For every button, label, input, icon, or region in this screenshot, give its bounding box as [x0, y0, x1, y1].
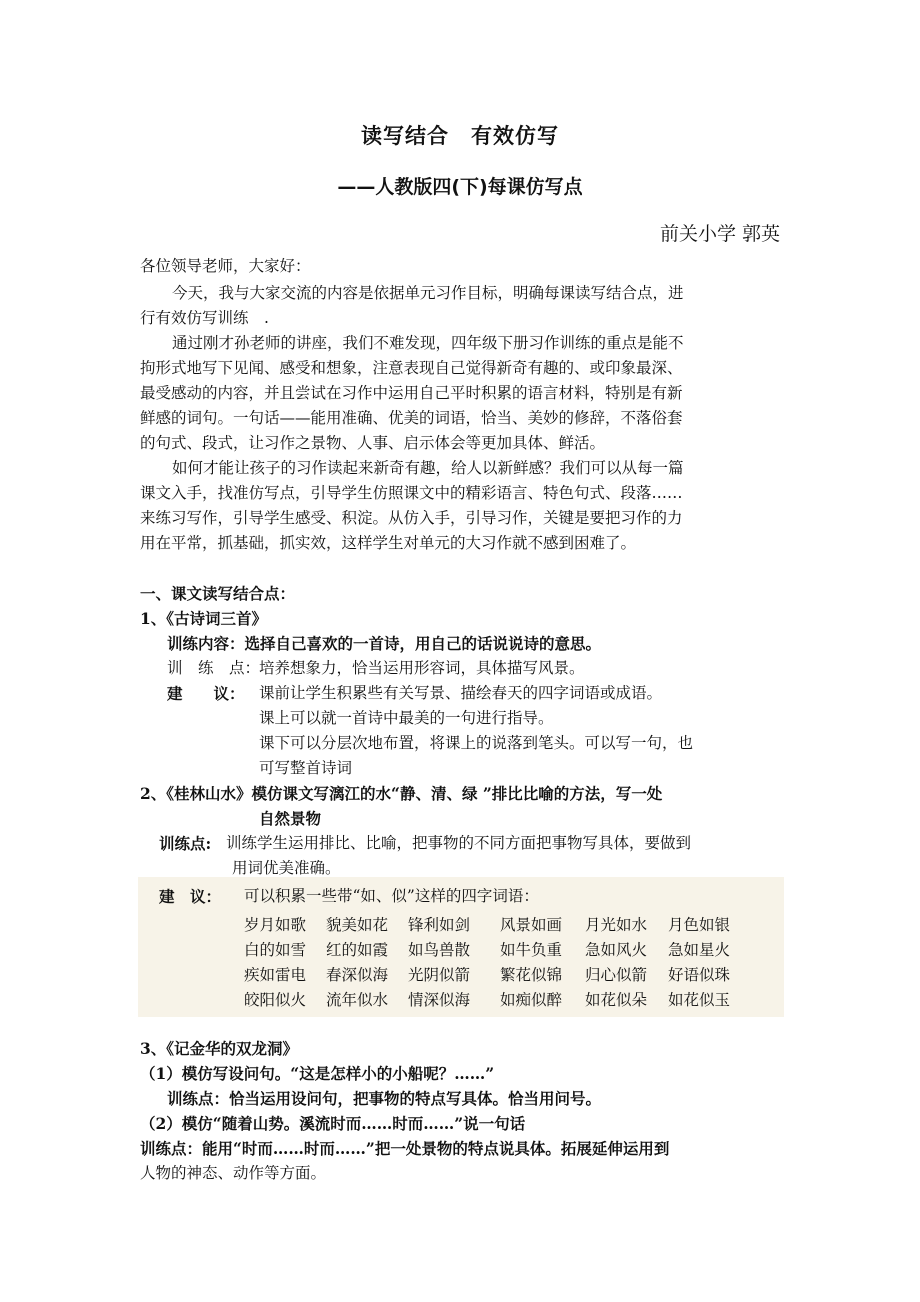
item2-title-line: 2、《桂林山水》模仿课文写漓江的水“静、清、绿 ”排比比喻的方法，写一处 — [140, 784, 663, 803]
word-cell: 疾如雷电 — [244, 966, 307, 984]
word-cell: 好语似珠 — [668, 966, 731, 984]
item2-point-line: 训练学生运用排比、比喻，把事物的不同方面把事物写具体，要做到 — [226, 834, 692, 852]
item3-sub2-point-line: 训练点：能用“时而……时而……”把一处景物的特点说具体。拓展延伸运用到 — [140, 1139, 670, 1158]
word-cell: 锋利如剑 — [408, 916, 471, 934]
word-cell: 急如星火 — [668, 941, 731, 959]
greeting: 各位领导老师，大家好： — [140, 257, 311, 275]
page-subtitle: ——人教版四(下)每课仿写点 — [337, 176, 583, 198]
word-cell: 如花似朵 — [585, 991, 648, 1009]
author-line: 前关小学 郭英 — [659, 223, 780, 245]
intro-p3-line: 来练习写作，引导学生感受、积淀。从仿入手，引导习作，关键是要把习作的力 — [140, 509, 683, 527]
item3-sub1-point: 训练点：恰当运用设问句，把事物的特点写具体。恰当用问号。 — [167, 1089, 602, 1108]
word-cell: 红的如霞 — [326, 941, 389, 959]
intro-p2-line: 最受感动的内容，并且尝试在习作中运用自己平时积累的语言材料，特别是有新 — [140, 384, 683, 402]
item1-content: 训练内容：选择自己喜欢的一首诗，用自己的话说说诗的意思。 — [167, 634, 602, 653]
word-cell: 貌美如花 — [326, 916, 389, 934]
item2-suggest-label: 建 议： — [159, 887, 222, 906]
word-cell: 月色如银 — [668, 916, 731, 934]
item2-point-line: 用词优美准确。 — [232, 859, 341, 877]
item2-suggest-intro: 可以积累一些带“如、似”这样的四字词语： — [244, 887, 539, 905]
word-cell: 皎阳似火 — [244, 991, 307, 1009]
word-cell: 春深似海 — [326, 966, 389, 984]
item3-sub1: （1）模仿写设问句。“这是怎样小的小船呢？……” — [140, 1064, 495, 1083]
word-cell: 如牛负重 — [500, 941, 563, 959]
intro-p1-line: 今天，我与大家交流的内容是依据单元习作目标，明确每课读写结合点，进 — [172, 284, 684, 302]
word-cell: 光阴似箭 — [408, 966, 471, 984]
word-cell: 流年似水 — [326, 991, 389, 1009]
word-cell: 如痴似醉 — [500, 991, 563, 1009]
word-cell: 情深似海 — [408, 991, 471, 1009]
intro-p3-line: 用在平常，抓基础，抓实效，这样学生对单元的大习作就不感到困难了。 — [140, 534, 637, 552]
intro-p2-line: 拘形式地写下见闻、感受和想象，注意表现自己觉得新奇有趣的、或印象最深、 — [140, 359, 683, 377]
word-cell: 岁月如歌 — [244, 916, 307, 934]
word-cell: 繁花似锦 — [500, 966, 563, 984]
word-cell: 如花似玉 — [668, 991, 731, 1009]
item1-point: 培养想象力，恰当运用形容词，具体描写风景。 — [259, 659, 585, 677]
item1-suggest-line: 可写整首诗词 — [259, 759, 353, 777]
word-cell: 风景如画 — [500, 916, 563, 934]
page-title: 读写结合 有效仿写 — [361, 124, 559, 148]
intro-p2-line: 的句式、段式，让习作之景物、人事、启示体会等更加具体、鲜活。 — [140, 434, 606, 452]
word-cell: 如鸟兽散 — [408, 941, 471, 959]
item1-point-label: 训 练 点： — [167, 659, 261, 677]
item1-suggest-line: 课上可以就一首诗中最美的一句进行指导。 — [259, 709, 554, 727]
word-cell: 月光如水 — [585, 916, 648, 934]
intro-p3-line: 课文入手，找准仿写点，引导学生仿照课文中的精彩语言、特色句式、段落…… — [140, 484, 683, 502]
item3-sub2: （2）模仿“随着山势。溪流时而……时而……”说一句话 — [140, 1114, 526, 1133]
item2-title-line: 自然景物 — [259, 809, 322, 828]
item3-sub2-point-line: 人物的神态、动作等方面。 — [140, 1164, 327, 1182]
word-cell: 急如风火 — [585, 941, 648, 959]
intro-p1-line: 行有效仿写训练 . — [140, 309, 269, 327]
intro-p3-line: 如何才能让孩子的习作读起来新奇有趣，给人以新鲜感？我们可以从每一篇 — [172, 459, 684, 477]
intro-p2-line: 通过刚才孙老师的讲座，我们不难发现，四年级下册习作训练的重点是能不 — [172, 334, 684, 352]
section-heading: 一、课文读写结合点： — [140, 584, 296, 603]
item3-title: 3、《记金华的双龙洞》 — [140, 1039, 299, 1058]
item1-title: 1、《古诗词三首》 — [140, 609, 268, 628]
intro-p2-line: 鲜感的词句。一句话——能用准确、优美的词语，恰当、美妙的修辞，不落俗套 — [140, 409, 683, 427]
item2-point-label: 训练点: — [159, 834, 212, 853]
item1-suggest-line: 课下可以分层次地布置，将课上的说落到笔头。可以写一句，也 — [259, 734, 694, 752]
item1-suggest-label: 建 议： — [167, 684, 245, 703]
word-cell: 归心似箭 — [585, 966, 648, 984]
item1-suggest-line: 课前让学生积累些有关写景、描绘春天的四字词语或成语。 — [259, 684, 663, 702]
word-cell: 白的如雪 — [244, 941, 307, 959]
